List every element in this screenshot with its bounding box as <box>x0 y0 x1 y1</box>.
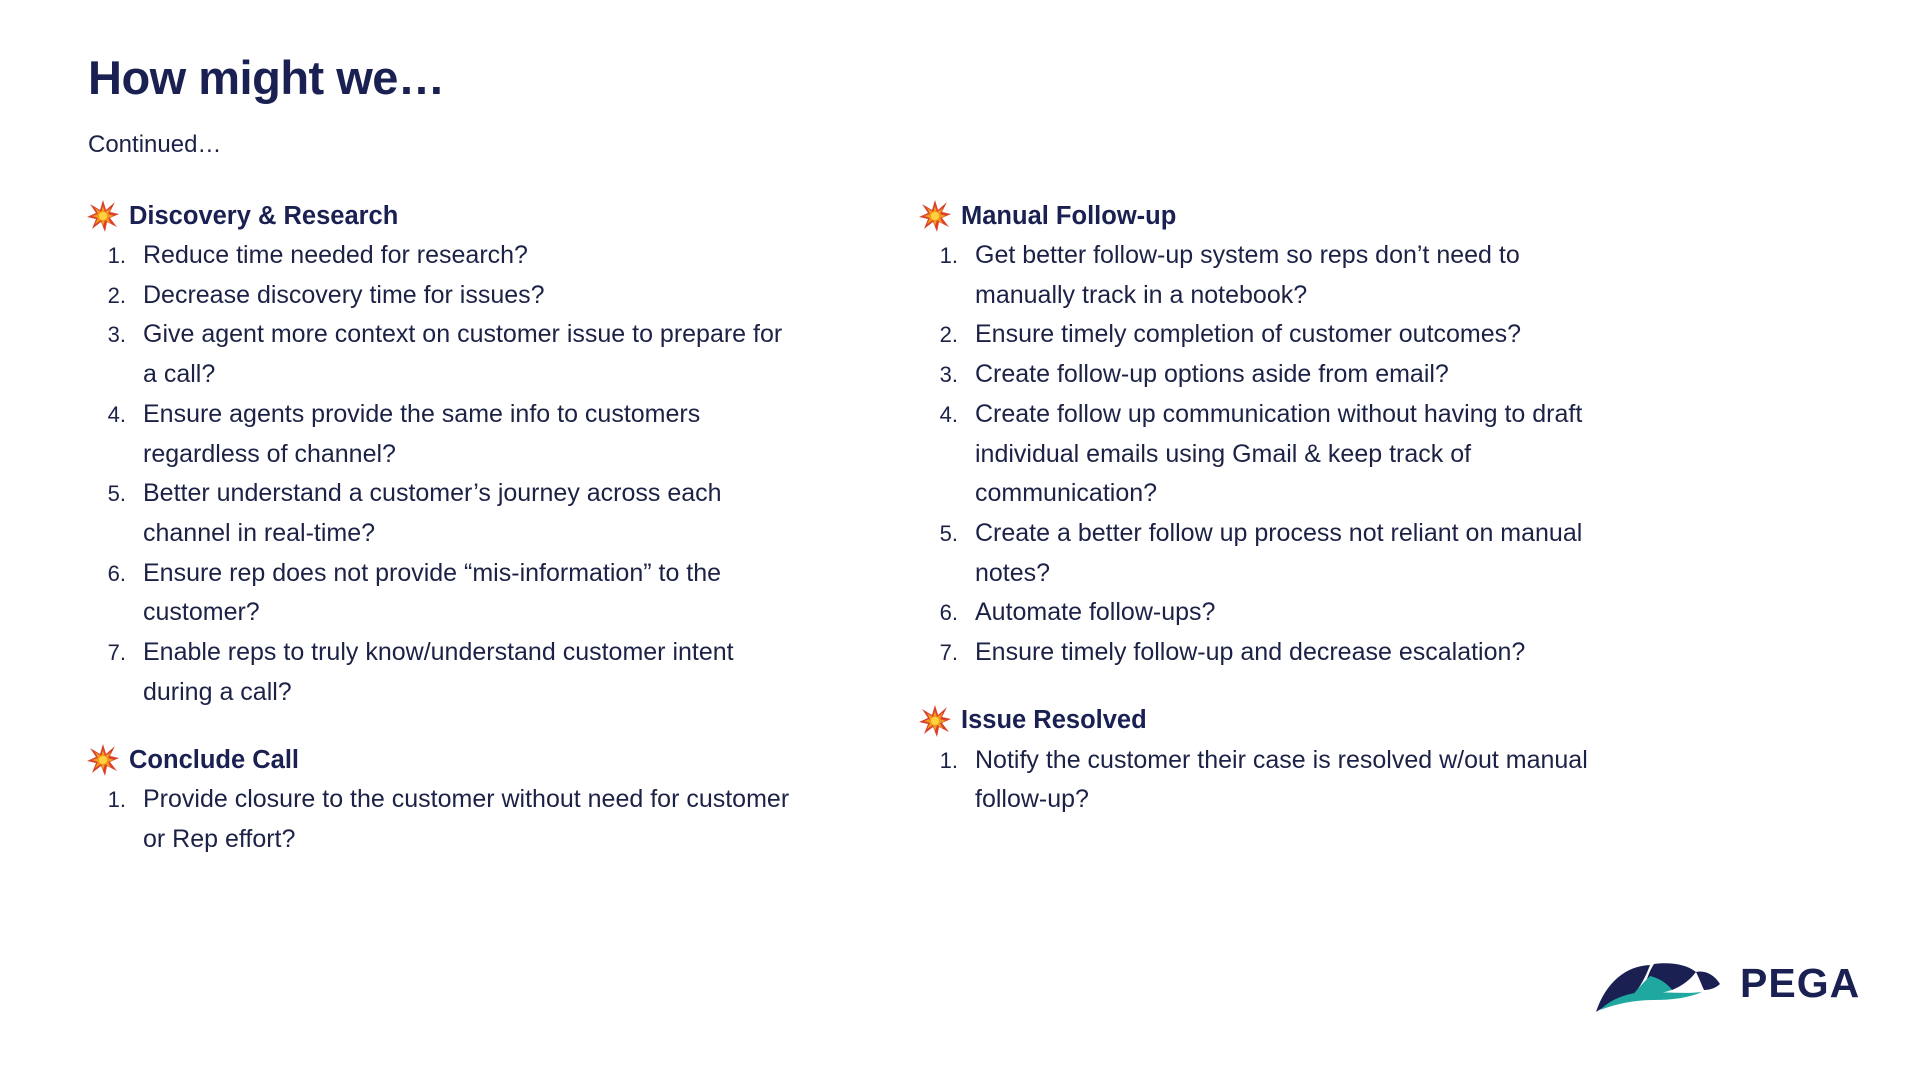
section-issue-resolved <box>918 701 1678 820</box>
item-number: 7. <box>107 640 126 666</box>
list-item <box>918 593 1678 633</box>
section-title: Discovery & Research <box>129 201 399 230</box>
list-item <box>86 236 846 276</box>
list-item <box>918 315 1678 355</box>
list-item <box>918 355 1678 395</box>
list-item <box>86 633 846 712</box>
section-header <box>86 740 846 780</box>
item-number: 2. <box>939 322 958 348</box>
section-manual-follow-up <box>918 196 1678 673</box>
item-text: Create follow-up options aside from email? <box>975 360 1449 389</box>
item-text: Create follow up communication without having to draft individual emails using Gmail & keep track of communication? <box>975 399 1583 508</box>
question-list <box>86 236 846 712</box>
item-text: Ensure agents provide the same info to customers regardless of channel? <box>143 399 701 468</box>
item-number: 3. <box>939 362 958 388</box>
item-number: 6. <box>939 600 958 626</box>
collision-burst-icon <box>918 704 952 738</box>
list-item <box>918 395 1678 514</box>
list-item <box>86 395 846 474</box>
left-column <box>86 196 846 888</box>
pega-logo <box>1592 952 1862 1014</box>
item-text: Reduce time needed for research? <box>143 241 528 269</box>
section-header <box>86 196 846 236</box>
item-text: Decrease discovery time for issues? <box>143 280 545 309</box>
right-column <box>918 196 1678 848</box>
item-text: Better understand a customer’s journey across each channel in real-time? <box>143 479 722 547</box>
item-text: Ensure timely completion of customer outcomes? <box>975 320 1522 349</box>
section-title: Conclude Call <box>129 745 300 774</box>
item-text: Create a better follow up process not reliant on manual notes? <box>975 518 1583 587</box>
item-text: Automate follow-ups? <box>975 598 1216 627</box>
question-list <box>86 780 846 859</box>
item-number: 1. <box>939 747 958 773</box>
item-number: 6. <box>107 560 126 586</box>
list-item <box>86 276 846 316</box>
item-number: 1. <box>939 243 958 268</box>
item-text: Provide closure to the customer without need for customer or Rep effort? <box>143 785 790 854</box>
section-header <box>918 196 1678 236</box>
logo-wordmark: PEGA <box>1740 959 1861 1006</box>
list-item <box>918 633 1678 673</box>
item-number: 7. <box>939 640 958 666</box>
section-header <box>918 701 1678 741</box>
item-number: 1. <box>107 787 126 813</box>
item-text: Give agent more context on customer issue to prepare for a call? <box>143 320 783 389</box>
item-text: Enable reps to truly know/understand customer intent during a call? <box>143 638 734 706</box>
item-number: 4. <box>939 401 958 427</box>
list-item <box>86 474 846 553</box>
item-text: Ensure timely follow-up and decrease escalation? <box>975 638 1526 667</box>
section-discovery-research <box>86 196 846 712</box>
collision-burst-icon <box>918 199 952 233</box>
item-number: 2. <box>107 282 126 308</box>
list-item <box>918 514 1678 593</box>
slide-title: How might we… <box>88 51 445 104</box>
item-text: Ensure rep does not provide “mis-information” to the customer? <box>143 558 722 627</box>
item-number: 3. <box>107 322 126 348</box>
section-title: Manual Follow-up <box>961 201 1177 230</box>
slide-subtitle: Continued… <box>88 131 222 158</box>
list-item <box>86 780 846 859</box>
item-number: 4. <box>107 401 126 427</box>
item-number: 1. <box>107 243 126 268</box>
section-title: Issue Resolved <box>961 706 1147 735</box>
collision-burst-icon <box>86 199 120 233</box>
item-text: Get better follow-up system so reps don’t need to manually track in a notebook? <box>975 241 1520 309</box>
list-item <box>86 315 846 394</box>
pegasus-logo-icon <box>1592 952 1734 1014</box>
section-conclude-call <box>86 740 846 859</box>
item-number: 5. <box>939 520 958 546</box>
list-item <box>918 236 1678 315</box>
item-text: Notify the customer their case is resolved w/out manual follow-up? <box>975 745 1588 814</box>
list-item <box>918 741 1678 820</box>
item-number: 5. <box>107 481 126 507</box>
question-list <box>918 741 1678 820</box>
collision-burst-icon <box>86 743 120 777</box>
list-item <box>86 554 846 633</box>
question-list <box>918 236 1678 673</box>
